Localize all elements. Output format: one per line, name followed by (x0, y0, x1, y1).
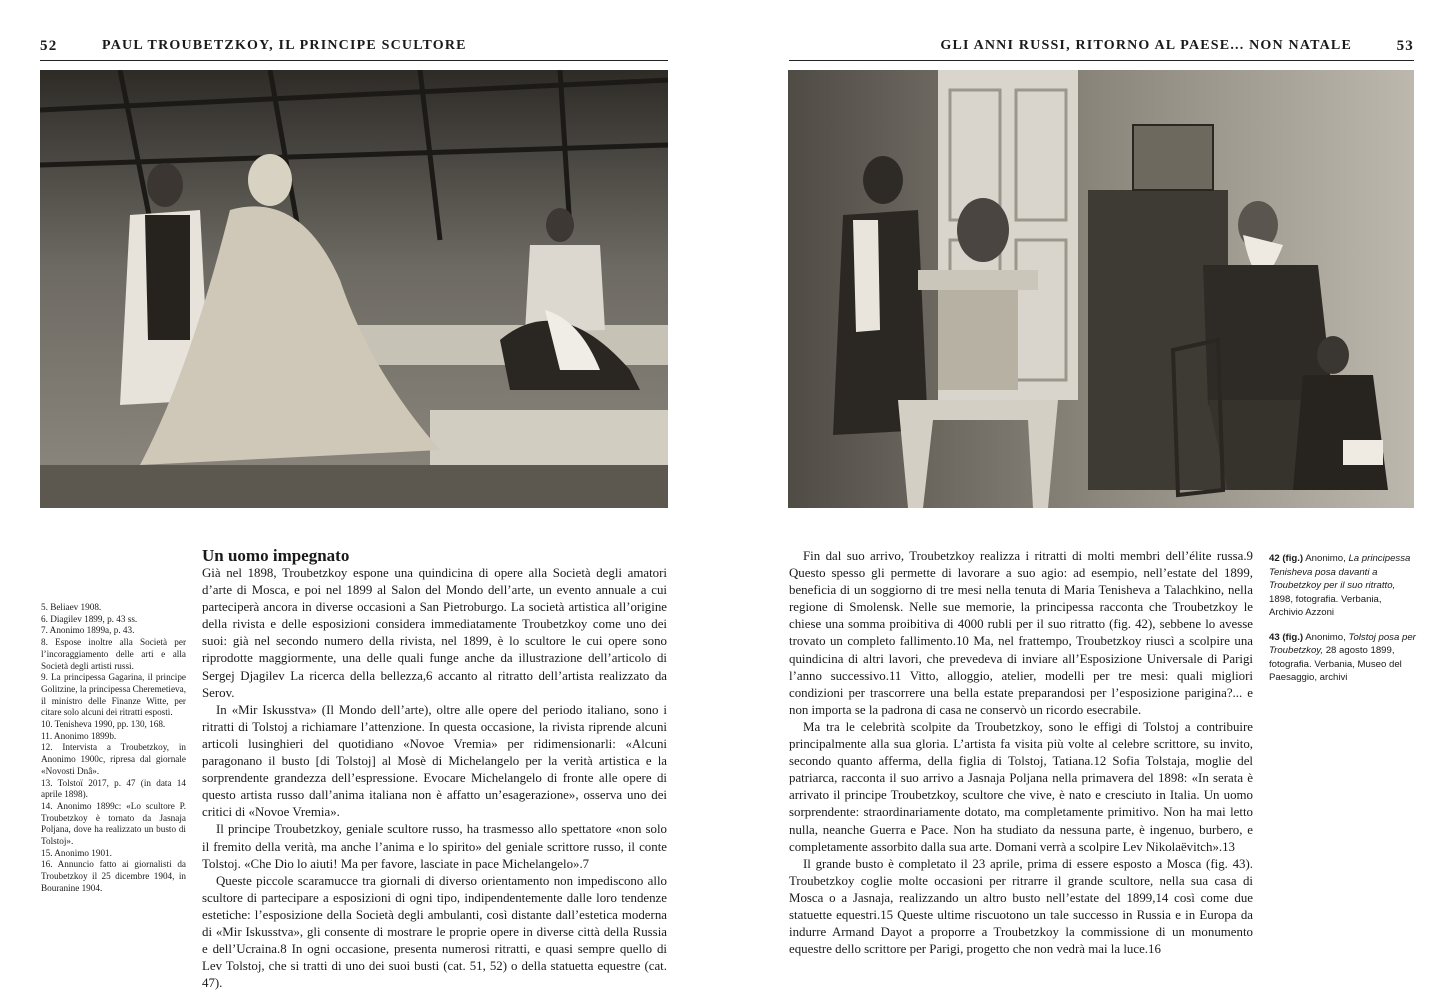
footnote: 5. Beliaev 1908. (41, 602, 102, 612)
caption-label: 43 (fig.) (1269, 631, 1304, 643)
photo-fig-42-image (40, 70, 668, 508)
paragraph: Fin dal suo arrivo, Troubetzkoy realizza i ritratti di molti membri dell’élite russa.9 Questo spesso gli permette di lavorare a suo agio: ad esempio, nell’estate del 1899, beneficia di un soggiorno di tre mesi nella tenuta di Maria Tenisheva a Talachkino, nella regione di Smolensk. Nelle sue memorie, la principessa racconta che Troubetzkoy le chiese una somma proibitiva di 4000 rubli per il suo ritratto (fig. 42), sebbene lo avesse trovato un completo fallimento.10 Ma, nel frattempo, Troubetzkoy riuscì a scolpire una quindicina di altri lavori, che prevedeva di inviare all’Esposizione Universale di Parigi l’anno successivo.11 Vitto, alloggio, atelier, modelli per tre mesi: quali migliori condizioni per trascorrere una bella estate preparandosi per l’esposizione parigina?... e non importa se la padrona di casa ne conservò un ricordo esecrabile. (789, 549, 1253, 717)
footnote: 8. Espose inoltre alla Società per l’incoraggiamento delle arti e alla Società degli artisti russi. (41, 637, 186, 671)
footnote: 11. Anonimo 1899b. (41, 730, 117, 741)
footnote: 13. Tolstoï 2017, p. 47 (in data 14 aprile 1898). (41, 777, 186, 800)
body-text-left (202, 565, 667, 992)
paragraph: Il principe Troubetzkoy, geniale scultore russo, ha trasmesso allo spettatore «non solo il fremito della verità, ma anche l’anima e lo spirito» del geniale scrittore russo, il conte Tolstoj. «Che Dio lo aiuti! Ma per favore, lasciate in pace Michelangelo».7 (202, 822, 667, 871)
caption-fig-42 (1269, 552, 1417, 620)
page-number-right: 53 (1396, 38, 1414, 54)
footnote: 6. Diagilev 1899, p. 43 ss. (41, 613, 138, 624)
footnote: 15. Anonimo 1901. (41, 847, 112, 858)
figure-captions (1269, 552, 1417, 696)
section-heading: Un uomo impegnato (202, 546, 350, 565)
footnote: 12. Intervista a Troubetzkoy, in Anonimo 1900c, ripresa dal giornale «Novosti Dnâ». (41, 742, 186, 776)
paragraph: Queste piccole scaramucce tra giornali di diverso orientamento non impediscono allo scultore di partecipare a esposizioni di ogni tipo, indipendentemente dalle loro tendenze estetiche: l’esposizione della Società degli ambulanti, così distante dall’estetica moderna di «Mir Iskusstva», gli consente di mostrare le proprie opere in diverse città della Russia e dell’Ucraina.8 In ogni occasione, presenta numerosi ritratti, e quasi sempre quello di Lev Tolstoj, che si tratti di uno dei suoi busti (cat. 51, 52) o della statuetta equestre (cat. 47). (202, 873, 667, 991)
footnotes (41, 602, 186, 895)
caption-author: Anonimo, (1305, 553, 1346, 564)
body-text-right (789, 548, 1253, 958)
footnote: 14. Anonimo 1899c: «Lo scultore P. Troubetzkoy è tornato da Jasnaja Poljana, dove ha realizzato un busto di Tolstoj». (41, 800, 186, 847)
paragraph: Ma tra le celebrità scolpite da Troubetzkoy, sono le effigi di Tolstoj a contribuire principalmente alla sua gloria. L’artista fa visita più volte al celebre scrittore, su invito, secondo quanto afferma, della figlia di Tolstoj, Tatiana.12 Sofia Tolstaja, moglie del patriarca, racconta il suo arrivo a Jasnaja Poljana nella primavera del 1898: «In serata è arrivato il principe Troubetzkoy, scultore che vive, è nato e cresciuto in Italia. Un uomo sorprendente: straordinariamente dotato, ma completamente primitivo. Non ha mai letto nulla, neanche Guerra e Pace. Non ha studiato da nessuna parte, è ingenuo, burbero, e completamente assorbito dalla sua arte. Domani verrà a scolpire Lev Nikolaëvitch».13 (789, 719, 1253, 854)
running-title-left: PAUL TROUBETZKOY, IL PRINCIPE SCULTORE (102, 38, 467, 53)
running-header-right (789, 38, 1414, 61)
caption-details: 1898, fotografia. Verbania, Archivio Azzoni (1269, 593, 1382, 618)
caption-details: 28 agosto 1899, fotografia. Verbania, Museo del Paesaggio, archivi (1269, 645, 1402, 683)
left-page (0, 0, 727, 991)
page-number-left: 52 (40, 38, 58, 54)
footnote: 9. La principessa Gagarina, il principe Golitzine, la principessa Cheremetieva, il ministro delle Finanze Witte, per citare solo alcuni dei ritratti esposti. (41, 672, 186, 718)
running-title-right: GLI ANNI RUSSI, RITORNO AL PAESE... NON NATALE (940, 38, 1352, 53)
running-header-left (40, 38, 668, 61)
photo-fig-42 (40, 70, 668, 508)
paragraph: Già nel 1898, Troubetzkoy espone una quindicina di opere alla Società degli amatori d’arte di Mosca, e poi nel 1899 al Salon del Mondo dell’arte, un evento annuale a cui parteciperà ancora in diverse occasioni a San Pietroburgo. La società artistica all’origine della rivista e delle esposizioni considera immediatamente Troubetzkoy come uno dei suoi: già nel secondo numero della rivista, nel 1899, è lo scultore le cui opere sono riprodotte maggiormente, una delle quali funge anche da illustrazione dell’articolo di Sergej Djagilev La ricerca della bellezza,6 accanto al ritratto dell’artista realizzato da Serov. (202, 566, 667, 700)
photo-fig-43 (788, 70, 1414, 508)
paragraph: Il grande busto è completato il 23 aprile, prima di essere esposto a Mosca (fig. 43). Troubetzkoy coglie molte occasioni per ritrarre il grande scultore, nella sua casa di Mosca o a Jasnaja, realizzando un altro busto nell’estate del 1899,14 così come due statuette equestri.15 Queste ultime riscuotono un tale successo in Russia e in Europa da indurre Armand Dayot a proporre a Troubetzkoy la commissione di un monumento equestre dello scrittore per Parigi, progetto che non vedrà mai la luce.16 (789, 856, 1253, 957)
caption-label: 42 (fig.) (1269, 553, 1304, 564)
footnote: 10. Tenisheva 1990, pp. 130, 168. (41, 719, 166, 730)
caption-title: La principessa Tenisheva posa davanti a Troubetzkoy per il suo ritratto, (1269, 553, 1411, 591)
caption-fig-43 (1269, 631, 1417, 685)
paragraph: In «Mir Iskusstva» (Il Mondo dell’arte), oltre alle opere del periodo italiano, sono i ritratti di Tolstoj a richiamare l’attenzione. In questa occasione, la rivista riprende alcuni articoli lusinghieri del quotidiano «Novoe Vremia» per ridimensionarli: «Alcuni paragonano il busto [di Tolstoj] al Mosè di Michelangelo per la verità artistica e la sorprendente grandezza dell’espressione. Evocare Michelangelo di fronte alle opere di questo artista russo dall’anima italiana non è affatto un’esagerazione», osserva uno dei critici di «Novoe Vremia». (202, 702, 667, 820)
photo-fig-43-image (788, 70, 1414, 508)
right-page (727, 0, 1455, 973)
footnote: 16. Annuncio fatto ai giornalisti da Troubetzkoy il 25 dicembre 1904, in Bouranine 1904. (41, 859, 186, 893)
footnote: 7. Anonimo 1899a, p. 43. (41, 625, 135, 636)
caption-title: Tolstoj posa per Troubetzkoy, (1269, 631, 1416, 656)
caption-author: Anonimo, (1305, 631, 1346, 643)
